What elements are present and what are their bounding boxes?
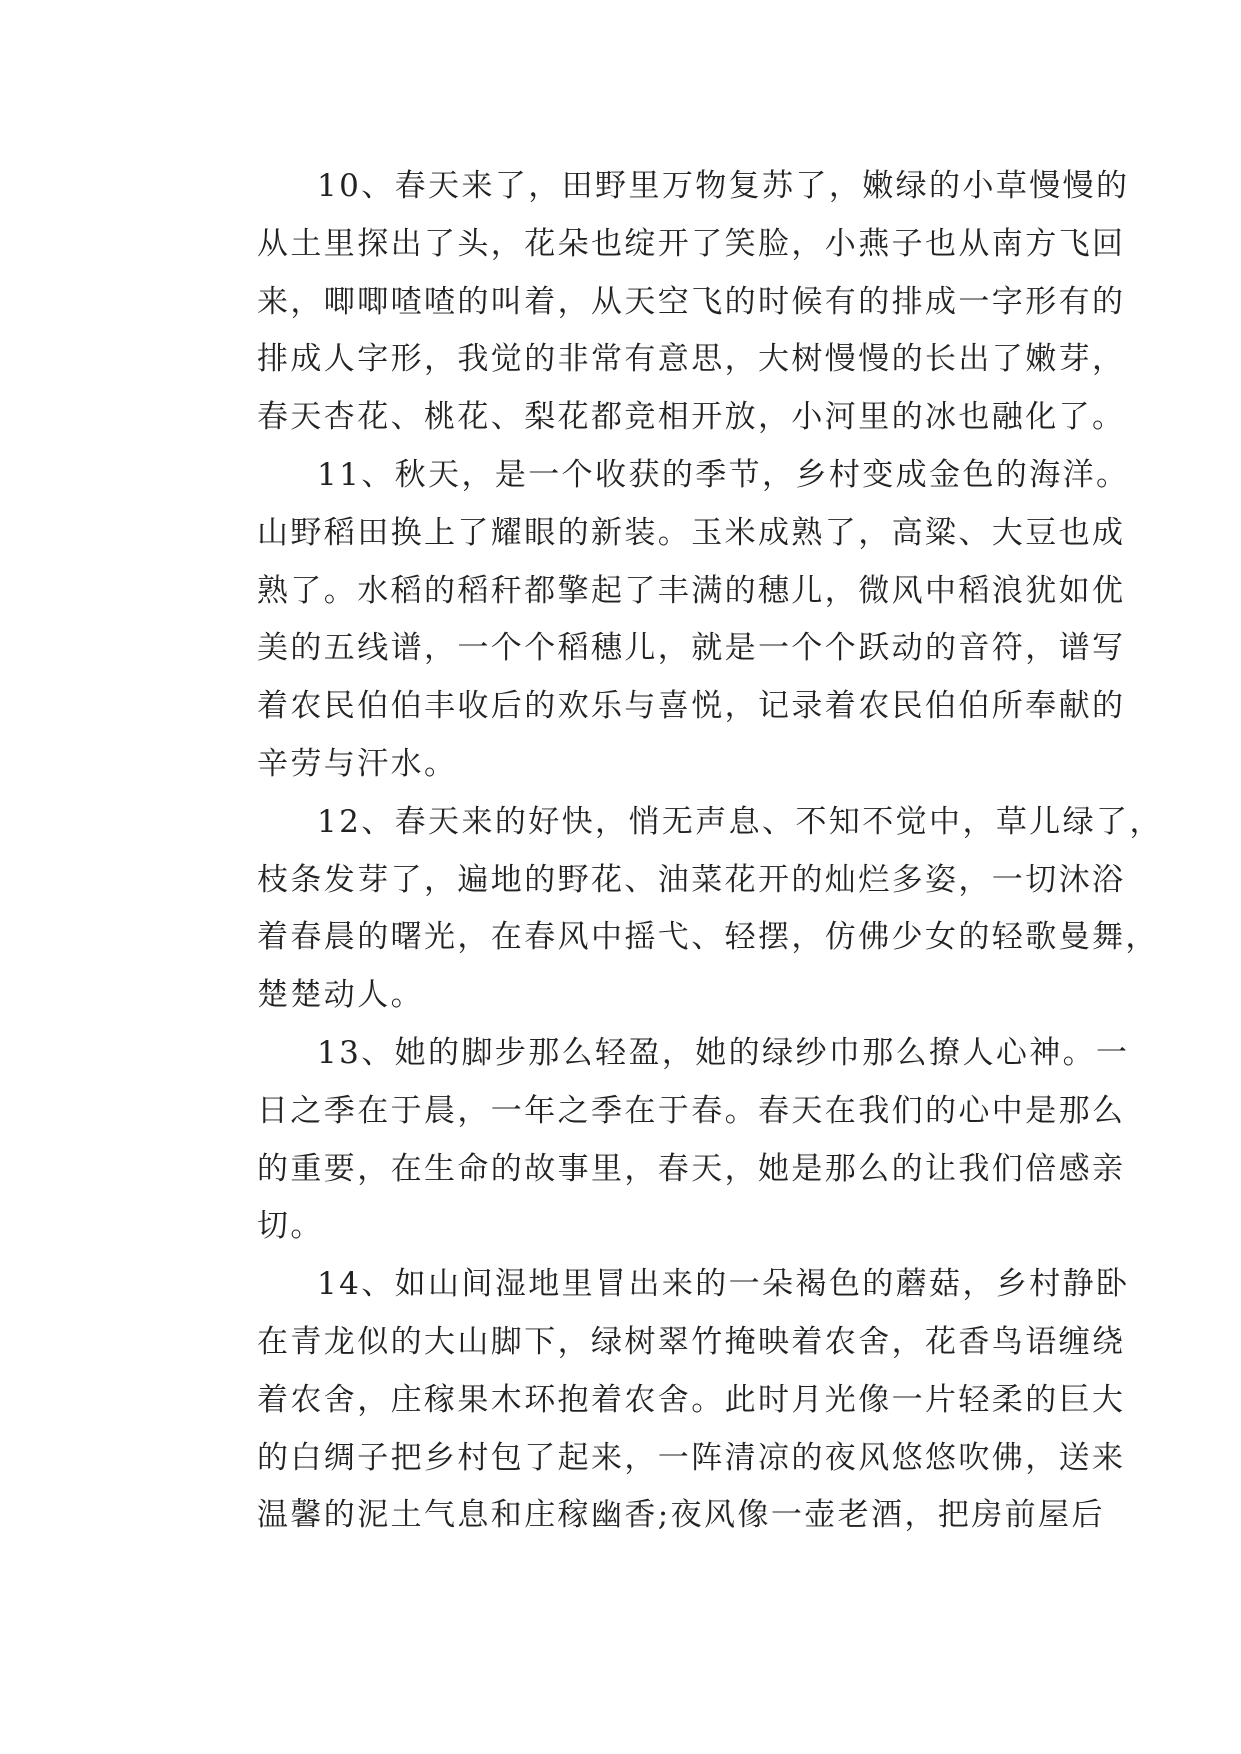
text-line: 美的五线谱，一个个稻穗儿，就是一个个跃动的音符，谱写 bbox=[257, 630, 1126, 667]
text-line: 13、她的脚步那么轻盈，她的绿纱巾那么撩人心神。一 bbox=[317, 1034, 1130, 1071]
text-line: 的重要，在生命的故事里，春天，她是那么的让我们倍感亲 bbox=[257, 1150, 1126, 1187]
text-line: 12、春天来的好快，悄无声息、不知不觉中，草儿绿了， bbox=[317, 803, 1163, 840]
paragraph-10 bbox=[195, 158, 1130, 447]
text-line: 的白绸子把乡村包了起来，一阵清凉的夜风悠悠吹佛，送来 bbox=[257, 1439, 1126, 1476]
text-line: 排成人字形，我觉的非常有意思，大树慢慢的长出了嫩芽， bbox=[257, 341, 1126, 378]
paragraph-11 bbox=[195, 447, 1130, 794]
text-line: 11、秋天，是一个收获的季节，乡村变成金色的海洋。 bbox=[317, 456, 1130, 493]
text-line: 温馨的泥土气息和庄稼幽香;夜风像一壶老酒，把房前屋后 bbox=[257, 1497, 1105, 1534]
text-line: 10、春天来了，田野里万物复苏了，嫩绿的小草慢慢的 bbox=[317, 168, 1130, 204]
text-line: 春天杏花、桃花、梨花都竞相开放，小河里的冰也融化了。 bbox=[257, 399, 1126, 436]
text-line: 日之季在于晨，一年之季在于春。春天在我们的心中是那么 bbox=[257, 1092, 1126, 1129]
document-page bbox=[195, 158, 1163, 1545]
text-line: 14、如山间湿地里冒出来的一朵褐色的蘑菇，乡村静卧 bbox=[317, 1266, 1130, 1303]
text-line: 着农民伯伯丰收后的欢乐与喜悦，记录着农民伯伯所奉献的 bbox=[257, 688, 1126, 725]
paragraph-12 bbox=[195, 794, 1163, 1025]
text-line: 着农舍，庄稼果木环抱着农舍。此时月光像一片轻柔的巨大 bbox=[257, 1381, 1126, 1418]
text-line: 来，唧唧喳喳的叫着，从天空飞的时候有的排成一字形有的 bbox=[257, 283, 1126, 320]
text-line: 山野稻田换上了耀眼的新装。玉米成熟了，高粱、大豆也成 bbox=[257, 514, 1126, 551]
text-line: 在青龙似的大山脚下，绿树翠竹掩映着农舍，花香鸟语缠绕 bbox=[257, 1323, 1126, 1360]
text-line: 着春晨的曙光，在春风中摇弋、轻摆，仿佛少女的轻歌曼舞， bbox=[257, 919, 1159, 956]
text-line: 辛劳与汗水。 bbox=[257, 745, 458, 782]
paragraph-13 bbox=[195, 1025, 1130, 1256]
paragraph-14 bbox=[195, 1256, 1130, 1545]
text-line: 从土里探出了头，花朵也绽开了笑脸，小燕子也从南方飞回 bbox=[257, 225, 1126, 262]
text-line: 切。 bbox=[257, 1208, 324, 1245]
text-line: 熟了。水稻的稻秆都擎起了丰满的穗儿，微风中稻浪犹如优 bbox=[257, 572, 1126, 609]
text-line: 楚楚动人。 bbox=[257, 977, 424, 1014]
text-line: 枝条发芽了，遍地的野花、油菜花开的灿烂多姿，一切沐浴 bbox=[257, 861, 1126, 898]
